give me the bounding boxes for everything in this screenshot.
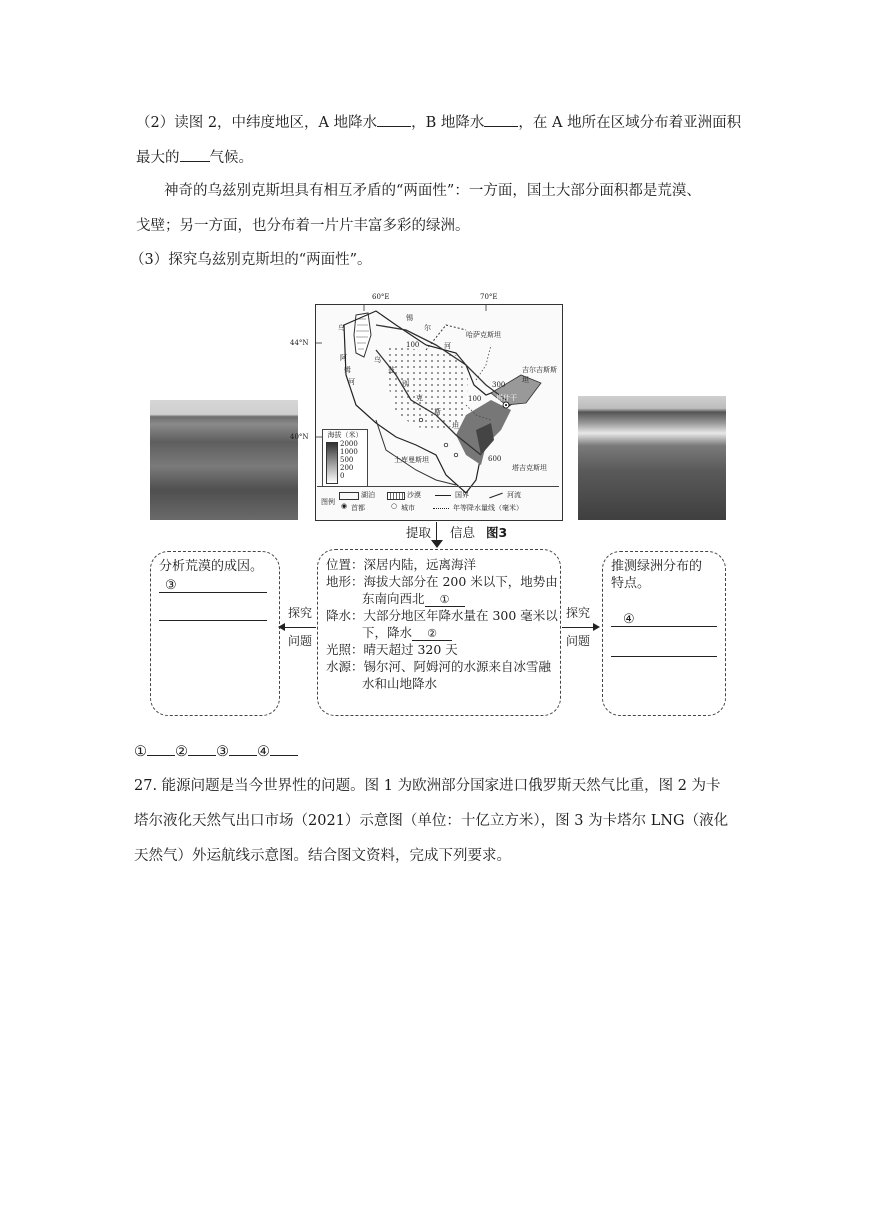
info-precip-cont: 下，降水 (362, 625, 413, 640)
answer-row-blank-4[interactable] (270, 740, 298, 756)
map-char: 阿 (340, 354, 347, 362)
oasis-feature-box (602, 551, 726, 716)
lat-40-label: 40°N (290, 433, 309, 441)
info-location: 位置：深居内陆，远离海洋 (326, 557, 477, 572)
lat-44-label: 44°N (290, 339, 309, 347)
isohyet-label: 100 (406, 341, 420, 349)
map-char: 乌 (374, 356, 381, 364)
extract-label: 提取 (406, 525, 432, 540)
city-marker (419, 418, 423, 422)
left-arrow-line (284, 627, 316, 628)
legend-title: 图例 (321, 498, 335, 506)
tashkent-label: 塔什干 (496, 394, 517, 402)
isohyet-label: 600 (488, 455, 502, 463)
q2-text-e: 气候。 (209, 150, 253, 166)
intro-line2: 戈壁；另一方面，也分布着一片片丰富多彩的绿洲。 (136, 218, 470, 234)
map-char: 兹 (388, 366, 395, 374)
down-arrow-icon (431, 540, 443, 548)
elev-value: 0 (340, 472, 345, 480)
right-arrow-label-2: 问题 (565, 634, 590, 648)
answer-blank-climate[interactable] (180, 146, 210, 162)
capital-symbol-icon: ◉ (341, 502, 348, 510)
country-tajikistan: 塔吉克斯坦 (512, 464, 547, 472)
right-arrow-icon (593, 623, 600, 631)
q2-line2 (136, 146, 253, 168)
answer-blank-b-precip[interactable] (484, 111, 518, 127)
legend-river: 河流 (507, 491, 521, 499)
map-char: 尔 (424, 324, 431, 332)
q27-line1: 27. 能源问题是当今世界性的问题。图 1 为欧洲部分国家进口俄罗斯天然气比重，图 2 为卡 (134, 778, 721, 794)
q2-text-d: 最大的 (136, 150, 180, 166)
q27-line3: 天然气）外运航线示意图。结合图文资料，完成下列要求。 (134, 848, 511, 864)
answer-line-3b[interactable] (159, 620, 267, 621)
info-water: 水源：锡尔河、阿姆河的水源来自冰雪融 (326, 659, 552, 674)
info-box (317, 549, 561, 716)
answer-label-1: ① (134, 744, 147, 760)
desert-photo (150, 400, 298, 520)
elevation-legend (322, 429, 368, 487)
answer-row-blank-1[interactable] (147, 740, 175, 756)
q27-line2: 塔尔液化天然气出口市场（2021）示意图（单位：十亿立方米），图 3 为卡塔尔 LNG（液化 (134, 813, 729, 829)
info-label: 信息 (450, 525, 476, 540)
q2-text-a: （2）读图 2，中纬度地区，A 地降水 (136, 115, 378, 131)
map-char: 乌 (338, 324, 345, 332)
q2-text-b: ，B 地降水 (411, 115, 485, 131)
city-marker (444, 443, 448, 447)
country-kyrgyzstan: 吉尔吉斯斯坦 (522, 366, 557, 384)
lon-60-label: 60°E (372, 293, 390, 301)
info-water-cont: 水和山地降水 (362, 676, 438, 691)
elev-value: 2000 (340, 440, 358, 448)
right-arrow-line (562, 627, 594, 628)
intro-line1: 神奇的乌兹别克斯坦具有相互矛盾的“两面性”：一方面，国土大部分面积都是荒漠、 (164, 183, 701, 199)
info-terrain-cont: 东南向西北 (362, 591, 425, 606)
oasis-feature-title-1: 推测绿洲分布的 (611, 559, 703, 574)
elev-value: 1000 (340, 448, 358, 456)
oasis-feature-title-2: 特点。 (611, 576, 651, 591)
map-char: 锡 (406, 314, 413, 322)
legend-capital: 首都 (351, 504, 365, 512)
isohyet-label: 300 (492, 381, 506, 389)
elev-value: 200 (340, 464, 354, 472)
answer-blank-a-precip[interactable] (377, 111, 411, 127)
country-kazakhstan: 哈萨克斯坦 (466, 331, 501, 339)
figure-3 (150, 293, 730, 726)
legend-desert: 沙漠 (407, 491, 421, 499)
left-arrow-label-2: 问题 (287, 634, 312, 648)
q2-text-c: ，在 A 地所在区域分布着亚洲面积 (518, 115, 742, 131)
lon-70-label: 70°E (480, 293, 498, 301)
map-char: 河 (348, 378, 355, 386)
map-char: 河 (444, 342, 451, 350)
isohyet-label: 100 (468, 395, 482, 403)
legend-lake: 湖泊 (361, 491, 375, 499)
legend-border: 国界 (455, 491, 469, 499)
map-char: 别 (402, 380, 409, 388)
info-terrain: 地形：海拔大部分在 200 米以下，地势由 (326, 574, 558, 589)
answer-line-4b[interactable] (611, 656, 717, 657)
answer-label-2: ② (175, 744, 188, 760)
elevation-legend-title: 海拔（米） (327, 431, 363, 439)
map-char: 斯 (434, 408, 441, 416)
answer-blank-1[interactable]: ① (425, 593, 465, 607)
left-arrow-icon (278, 623, 285, 631)
legend-city: 城市 (401, 504, 415, 512)
answer-blank-2[interactable]: ② (412, 627, 452, 641)
q2-line1 (136, 111, 741, 133)
answer-row-blank-3[interactable] (229, 740, 257, 756)
legend-isohyet: 年等降水量线（毫米） (453, 504, 523, 512)
q3-text: （3）探究乌兹别克斯坦的“两面性”。 (130, 252, 372, 268)
map-char: 克 (416, 394, 423, 402)
desert-cause-title: 分析荒漠的成因。 (159, 559, 264, 574)
oasis-photo (578, 396, 726, 520)
map-legend (317, 486, 559, 517)
answer-mark-4: ④ (623, 612, 635, 627)
answer-label-3: ③ (216, 744, 229, 760)
map-char: 坦 (452, 422, 459, 430)
elev-value: 500 (340, 456, 354, 464)
answer-row-blank-2[interactable] (188, 740, 216, 756)
answer-mark-3: ③ (165, 578, 177, 593)
map-char: 姆 (344, 366, 351, 374)
city-symbol-icon: ○ (391, 502, 398, 510)
figure-caption: 图3 (486, 525, 508, 540)
desert-cause-box (150, 551, 280, 716)
city-marker (454, 453, 458, 457)
left-arrow-label-1: 探究 (287, 606, 312, 620)
info-precip: 降水：大部分地区年降水量在 300 毫米以 (326, 608, 558, 623)
answer-label-4: ④ (257, 744, 270, 760)
info-sunshine: 光照：晴天超过 320 天 (326, 642, 458, 657)
country-turkmenistan: 土库曼斯坦 (394, 456, 429, 464)
answer-row (134, 740, 298, 762)
right-arrow-label-1: 探究 (565, 606, 590, 620)
